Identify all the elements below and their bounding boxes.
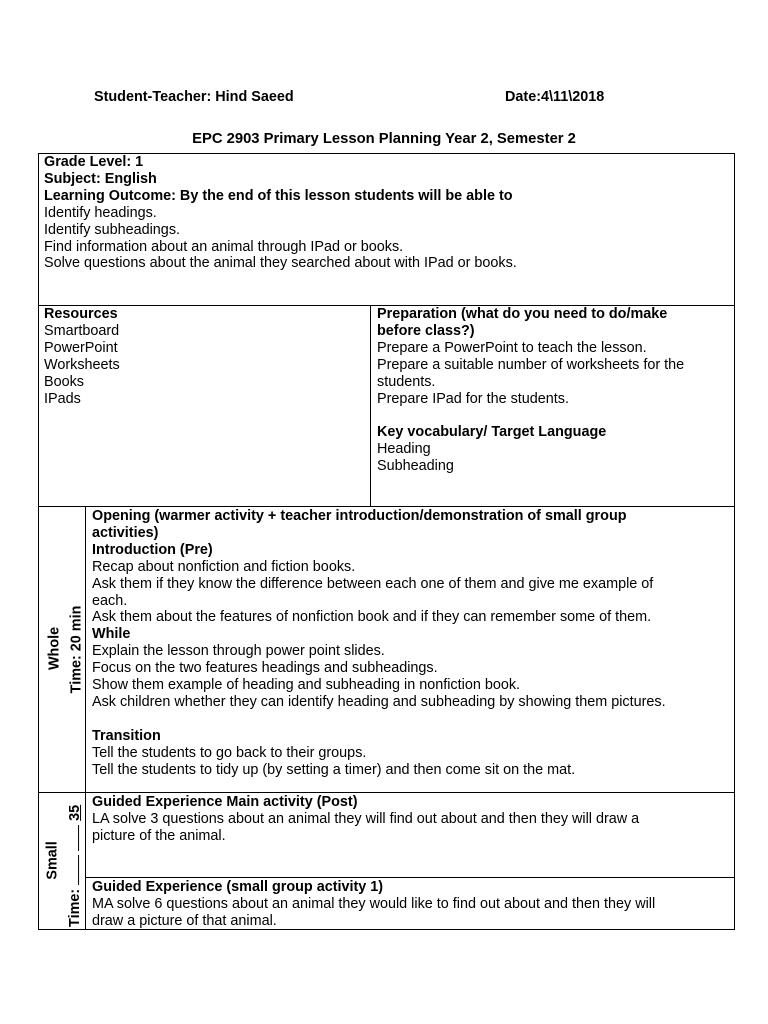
- guided-group-item: draw a picture of that animal.: [92, 912, 277, 929]
- vocabulary-item: Heading: [377, 441, 431, 458]
- resource-item: PowerPoint: [44, 339, 118, 356]
- outcome-item: Identify subheadings.: [44, 221, 181, 238]
- resources-section: [44, 306, 364, 407]
- document-title: EPC 2903 Primary Lesson Planning Year 2, Semester 2: [192, 131, 576, 147]
- side-column-divider: [85, 506, 86, 930]
- whole-group-section: [92, 508, 732, 779]
- outcome-item: Identify headings.: [44, 204, 157, 221]
- time-blank: [66, 825, 79, 851]
- while-item: Explain the lesson through power point slides.: [92, 643, 385, 660]
- opening-label: Opening (warmer activity + teacher introduction/demonstration of small group: [92, 508, 627, 524]
- resource-item: Worksheets: [44, 356, 120, 373]
- whole-group-label: Whole: [46, 626, 63, 671]
- guided-main-item: picture of the animal.: [92, 827, 226, 844]
- while-item: Focus on the two features headings and subheadings.: [92, 660, 438, 677]
- preparation-item: Prepare IPad for the students.: [377, 390, 569, 407]
- introduction-item: Ask them about the features of nonfiction book and if they can remember some of them.: [92, 609, 652, 626]
- outcome-item: Find information about an animal through IPad or books.: [44, 238, 404, 255]
- subject: Subject: English: [44, 170, 157, 187]
- resource-item: IPads: [44, 390, 81, 407]
- guided-group-item: MA solve 6 questions about an animal they would like to find out about and then they will: [92, 895, 656, 912]
- preparation-item: Prepare a suitable number of worksheets for the: [377, 356, 685, 373]
- transition-item: Tell the students to tidy up (by setting a timer) and then come sit on the mat.: [92, 761, 576, 778]
- introduction-item: each.: [92, 592, 128, 609]
- guided-main-item: LA solve 3 questions about an animal they will find out about and then they will draw a: [92, 810, 640, 827]
- while-item: Show them example of heading and subheading in nonfiction book.: [92, 677, 521, 694]
- while-label: While: [92, 626, 131, 643]
- guided-main-label: Guided Experience Main activity (Post): [92, 794, 358, 810]
- guided-experience-main: [92, 794, 732, 845]
- row-divider: [38, 792, 735, 793]
- resources-label: Resources: [44, 306, 118, 322]
- preparation-label: Preparation (what do you need to do/make: [377, 306, 668, 322]
- preparation-item: students.: [377, 373, 436, 390]
- introduction-item: Recap about nonfiction and fiction books.: [92, 558, 356, 575]
- lesson-date: Date:4\11\2018: [505, 89, 605, 105]
- info-section: [44, 154, 724, 272]
- introduction-label: Introduction (Pre): [92, 541, 213, 558]
- row-divider: [38, 506, 735, 507]
- preparation-label-continued: before class?): [377, 322, 475, 339]
- while-item: Ask children whether they can identify heading and subheading by showing them pictures.: [92, 693, 666, 710]
- resource-item: Smartboard: [44, 322, 120, 339]
- column-divider: [370, 305, 371, 507]
- small-time-label: [66, 797, 84, 927]
- guided-group-label: Guided Experience (small group activity 1): [92, 879, 384, 895]
- grade-level: Grade Level: 1: [44, 154, 144, 170]
- small-time-prefix: Time:: [67, 888, 84, 927]
- introduction-item: Ask them if they know the difference between each one of them and give me example of: [92, 575, 654, 592]
- row-divider: [85, 877, 735, 878]
- small-group-label: Small: [44, 841, 61, 880]
- transition-item: Tell the students to go back to their groups.: [92, 744, 367, 761]
- small-time-value: 35: [67, 804, 84, 821]
- time-blank: [66, 855, 79, 885]
- opening-label-continued: activities): [92, 524, 159, 541]
- resource-item: Books: [44, 373, 84, 390]
- student-teacher-name: Student-Teacher: Hind Saeed: [94, 89, 294, 105]
- whole-time-label: Time: 20 min: [68, 605, 85, 694]
- preparation-section: [377, 306, 727, 475]
- guided-experience-group-1: [92, 879, 732, 930]
- outcome-item: Solve questions about the animal they searched about with IPad or books.: [44, 255, 517, 272]
- vocabulary-label: Key vocabulary/ Target Language: [377, 424, 607, 441]
- preparation-item: Prepare a PowerPoint to teach the lesson.: [377, 339, 647, 356]
- transition-label: Transition: [92, 727, 161, 744]
- learning-outcome-label: Learning Outcome: By the end of this lesson students will be able to: [44, 187, 513, 204]
- vocabulary-item: Subheading: [377, 458, 454, 475]
